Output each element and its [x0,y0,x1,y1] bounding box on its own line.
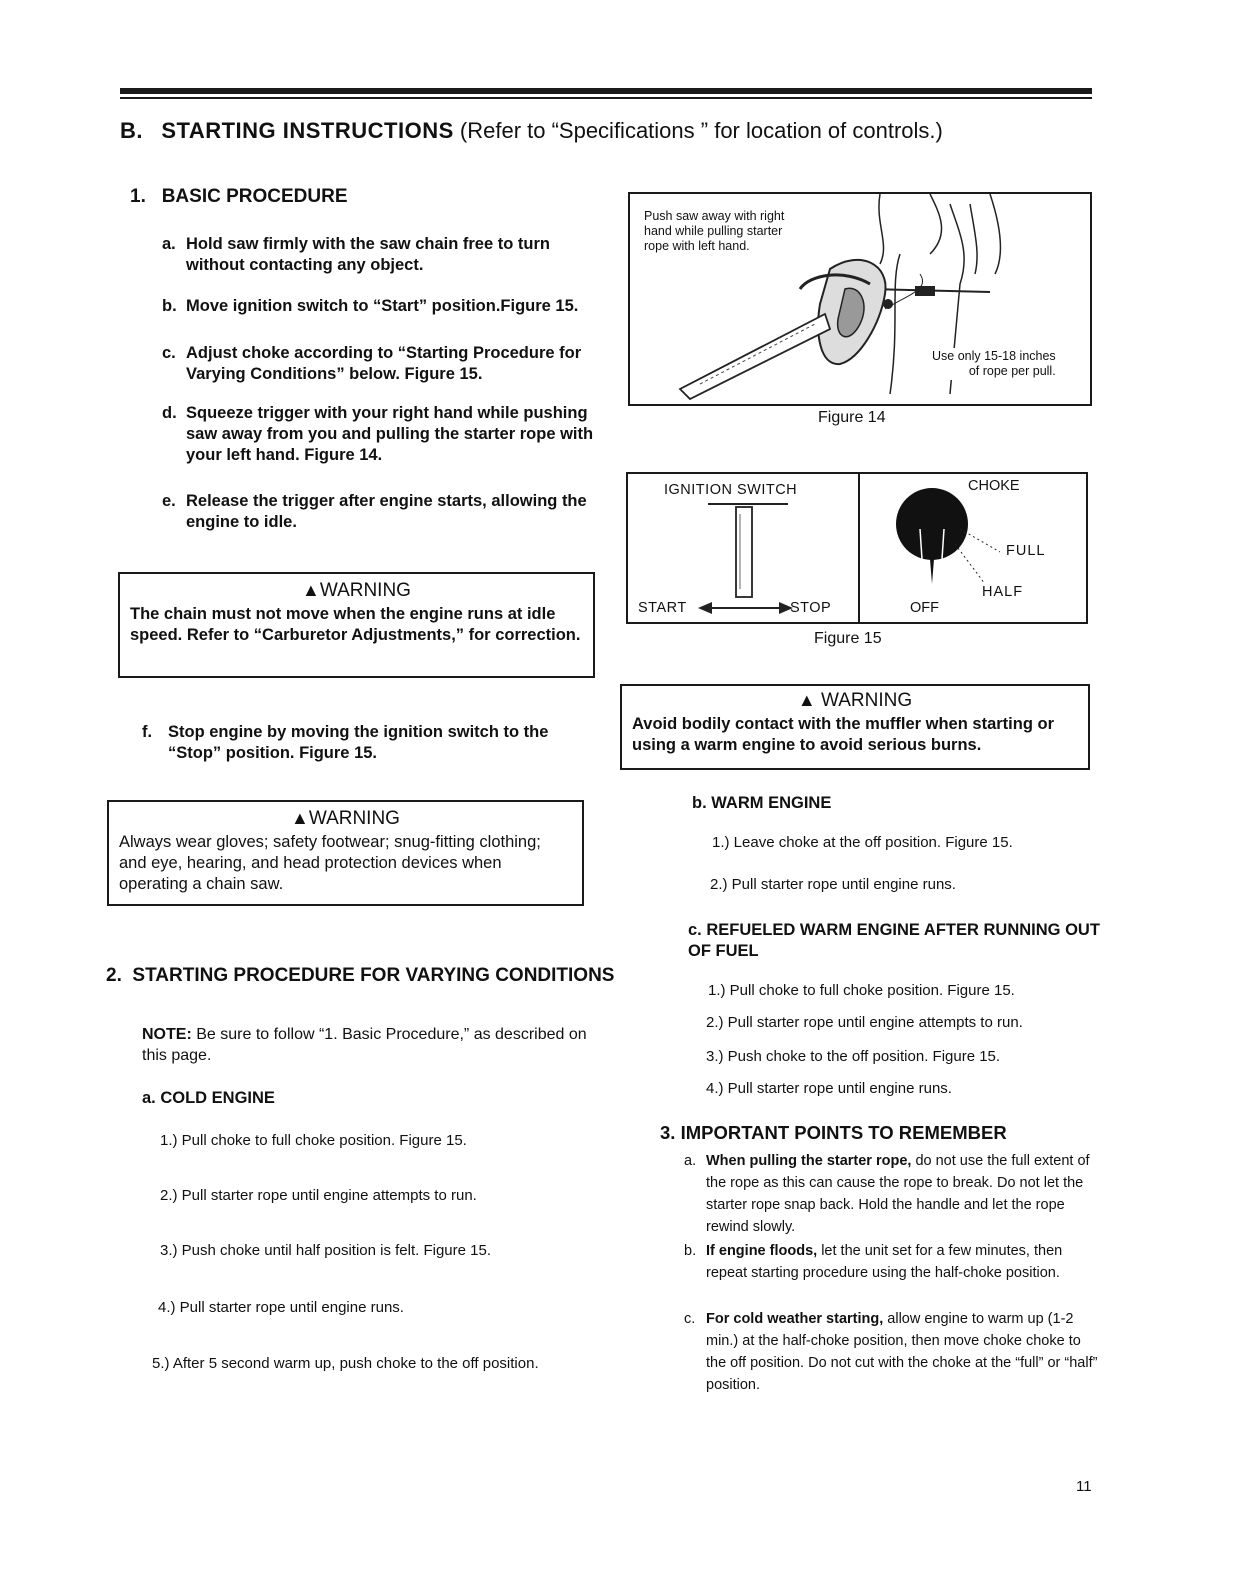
refuel-step-1: 1.) Pull choke to full choke position. Figure 15. [708,982,1015,999]
varying-title: STARTING PROCEDURE FOR VARYING CONDITIONS [132,965,615,986]
item-label: b. [162,297,177,315]
ignition-switch-label: IGNITION SWITCH [664,482,798,498]
item-label: e. [162,492,176,510]
varying-note [142,1024,592,1066]
figure-15 [626,472,1088,624]
item-label: f. [142,723,153,741]
warning-triangle-icon: ▲ [797,690,816,710]
item-text: Move ignition switch to “Start” position.Figure 15. [186,297,579,315]
item-text: Release the trigger after engine starts, allowing the engine to idle. [186,492,587,531]
warning-triangle-icon: ▲ [291,808,309,828]
warning-triangle-icon: ▲ [302,580,320,600]
refuel-step-2: 2.) Pull starter rope until engine attempts to run. [706,1014,1023,1031]
header-rule-thin [120,97,1092,99]
off-label: OFF [910,600,939,616]
item-text: Adjust choke according to “Starting Procedure for Varying Conditions” below. Figure 15. [186,344,582,383]
section-subtitle: (Refer to “Specifications ” for location of controls.) [459,118,943,143]
item-text: let the unit set for a few minutes, then repeat starting procedure using the half-choke position. [706,1243,1063,1281]
item-bold: If engine floods, [706,1243,818,1259]
half-label: HALF [982,584,1024,600]
basic-heading [130,186,348,208]
item-label: a. [684,1153,697,1169]
varying-heading [106,965,614,987]
important-item-a [684,1150,1104,1238]
refuel-step-4: 4.) Pull starter rope until engine runs. [706,1080,952,1097]
warning-body: The chain must not move when the engine runs at idle speed. Refer to “Carburetor Adjustments,” for correction. [130,605,581,644]
refuel-step-3: 3.) Push choke to the off position. Figure 15. [706,1048,1001,1065]
warning-body: Always wear gloves; safety footwear; snug-fitting clothing; and eye, hearing, and head protection devices when operating a chain saw. [119,833,541,893]
figure-14-note-push: Push saw away with right hand while pulling starter rope with left hand. [644,209,785,253]
note-text: Be sure to follow “1. Basic Procedure,” as described on this page. [142,1026,587,1064]
warning-title: ▲WARNING [302,580,411,601]
item-label: c. [684,1311,696,1327]
cold-step-4: 4.) Pull starter rope until engine runs. [158,1299,404,1316]
item-text: Squeeze trigger with your right hand while pushing saw away from you and pulling the starter rope with your left hand. Figure 14. [186,404,594,464]
section-letter: B. [120,118,143,143]
header-rule-thick [120,88,1092,94]
important-heading: 3. IMPORTANT POINTS TO REMEMBER [660,1122,1007,1143]
item-text: Hold saw firmly with the saw chain free to turn without contacting any object. [186,235,550,274]
basic-title: BASIC PROCEDURE [161,186,348,207]
warning-body: Avoid bodily contact with the muffler when starting or using a warm engine to avoid serious burns. [632,715,1054,754]
item-text: do not use the full extent of the rope as this can cause the rope to break. Do not let the starter rope snap back. Hold the handle and let the rope rewind slowly. [706,1153,1090,1235]
warning-muffler [620,684,1090,770]
section-heading: STARTING INSTRUCTIONS [161,118,454,143]
cold-step-5: 5.) After 5 second warm up, push choke to the off position. [152,1355,539,1372]
item-text: Stop engine by moving the ignition switch to the “Stop” position. Figure 15. [168,723,549,762]
varying-num: 2. [106,965,122,986]
note-label: NOTE: [142,1026,192,1043]
warning-protective-gear [107,800,584,906]
full-label: FULL [1006,543,1046,559]
cold-step-2: 2.) Pull starter rope until engine attempts to run. [160,1187,477,1204]
figure-15-caption: Figure 15 [814,630,882,647]
warning-title: ▲ WARNING [797,690,913,711]
basic-item-d [162,403,607,466]
warning-idle-chain [118,572,595,678]
basic-num: 1. [130,186,146,207]
cold-engine-heading: a. COLD ENGINE [142,1089,275,1107]
warm-step-1: 1.) Leave choke at the off position. Figure 15. [712,834,1013,851]
item-label: c. [162,344,176,362]
basic-item-e [162,491,607,533]
item-bold: When pulling the starter rope, [706,1153,912,1169]
choke-dial-diagram [860,474,1090,622]
stop-label: STOP [790,600,832,616]
choke-label: CHOKE [968,478,1020,494]
cold-step-1: 1.) Pull choke to full choke position. Figure 15. [160,1132,467,1149]
figure-14-caption: Figure 14 [818,409,886,426]
important-item-b [684,1240,1104,1284]
page-number: 11 [1076,1478,1092,1495]
item-label: a. [162,235,176,253]
refuel-heading: c. REFUELED WARM ENGINE AFTER RUNNING OUT OF FUEL [688,921,1100,960]
basic-item-f [142,722,602,764]
basic-item-b [162,296,612,317]
item-text: allow engine to warm up (1-2 min.) at the half-choke position, then move choke choke to the off position. Do not cut with the choke at the “full” or “half” position. [706,1311,1098,1393]
warm-step-2: 2.) Pull starter rope until engine runs. [710,876,956,893]
warning-title: ▲WARNING [291,808,400,829]
figure-14 [628,192,1092,406]
item-bold: For cold weather starting, [706,1311,884,1327]
warm-engine-heading: b. WARM ENGINE [692,794,832,812]
figure-14-note-rope: Use only 15-18 inches of rope per pull. [932,349,1056,378]
item-label: b. [684,1243,697,1259]
basic-item-c [162,343,607,385]
important-item-c [684,1308,1104,1396]
start-label: START [638,600,687,616]
cold-step-3: 3.) Push choke until half position is felt. Figure 15. [160,1242,492,1259]
section-title [120,118,943,144]
basic-item-a [162,234,607,276]
item-label: d. [162,404,177,422]
